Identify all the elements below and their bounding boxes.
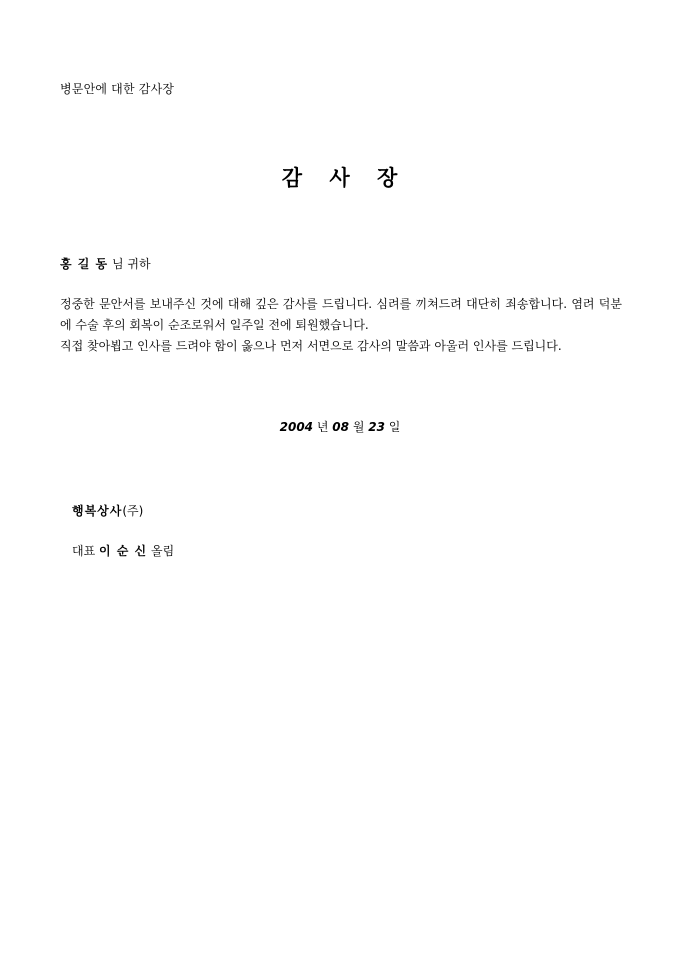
date-month: 08 (332, 420, 349, 434)
recipient-name: 홍 길 동 (60, 257, 109, 271)
date-month-unit: 월 (352, 420, 365, 434)
sender-company-suffix: (주) (122, 504, 144, 518)
date-day: 23 (368, 420, 385, 434)
document-subject: 병문안에 대한 감사장 (60, 82, 175, 96)
body-paragraph-1: 정중한 문안서를 보내주신 것에 대해 깊은 감사를 드립니다. 심려를 끼쳐드려 대단히 죄송합니다. 염려 덕분에 수술 후의 회복이 순조로워서 일주일 전에 퇴원했습니다. (60, 297, 622, 332)
page-title: 감 사 장 (281, 165, 399, 190)
recipient-suffix: 님 귀하 (111, 257, 151, 271)
sender-title: 대표 (72, 544, 96, 558)
body-paragraph-2: 직접 찾아뵙고 인사를 드려야 함이 옳으나 먼저 서면으로 감사의 말씀과 아울러 인사를 드립니다. (60, 339, 562, 353)
date-year: 2004 (279, 420, 314, 434)
date-year-unit: 년 (316, 420, 329, 434)
date-day-unit: 일 (388, 420, 401, 434)
sender-company-line (72, 502, 143, 519)
sender-name: 이 순 신 (99, 544, 148, 558)
recipient-line (60, 255, 151, 272)
sender-company-name: 행복상사 (72, 504, 123, 518)
sender-closing: 올림 (150, 544, 175, 558)
sender-representative-line (72, 542, 174, 559)
letter-date (0, 418, 680, 435)
letter-body (60, 294, 622, 357)
